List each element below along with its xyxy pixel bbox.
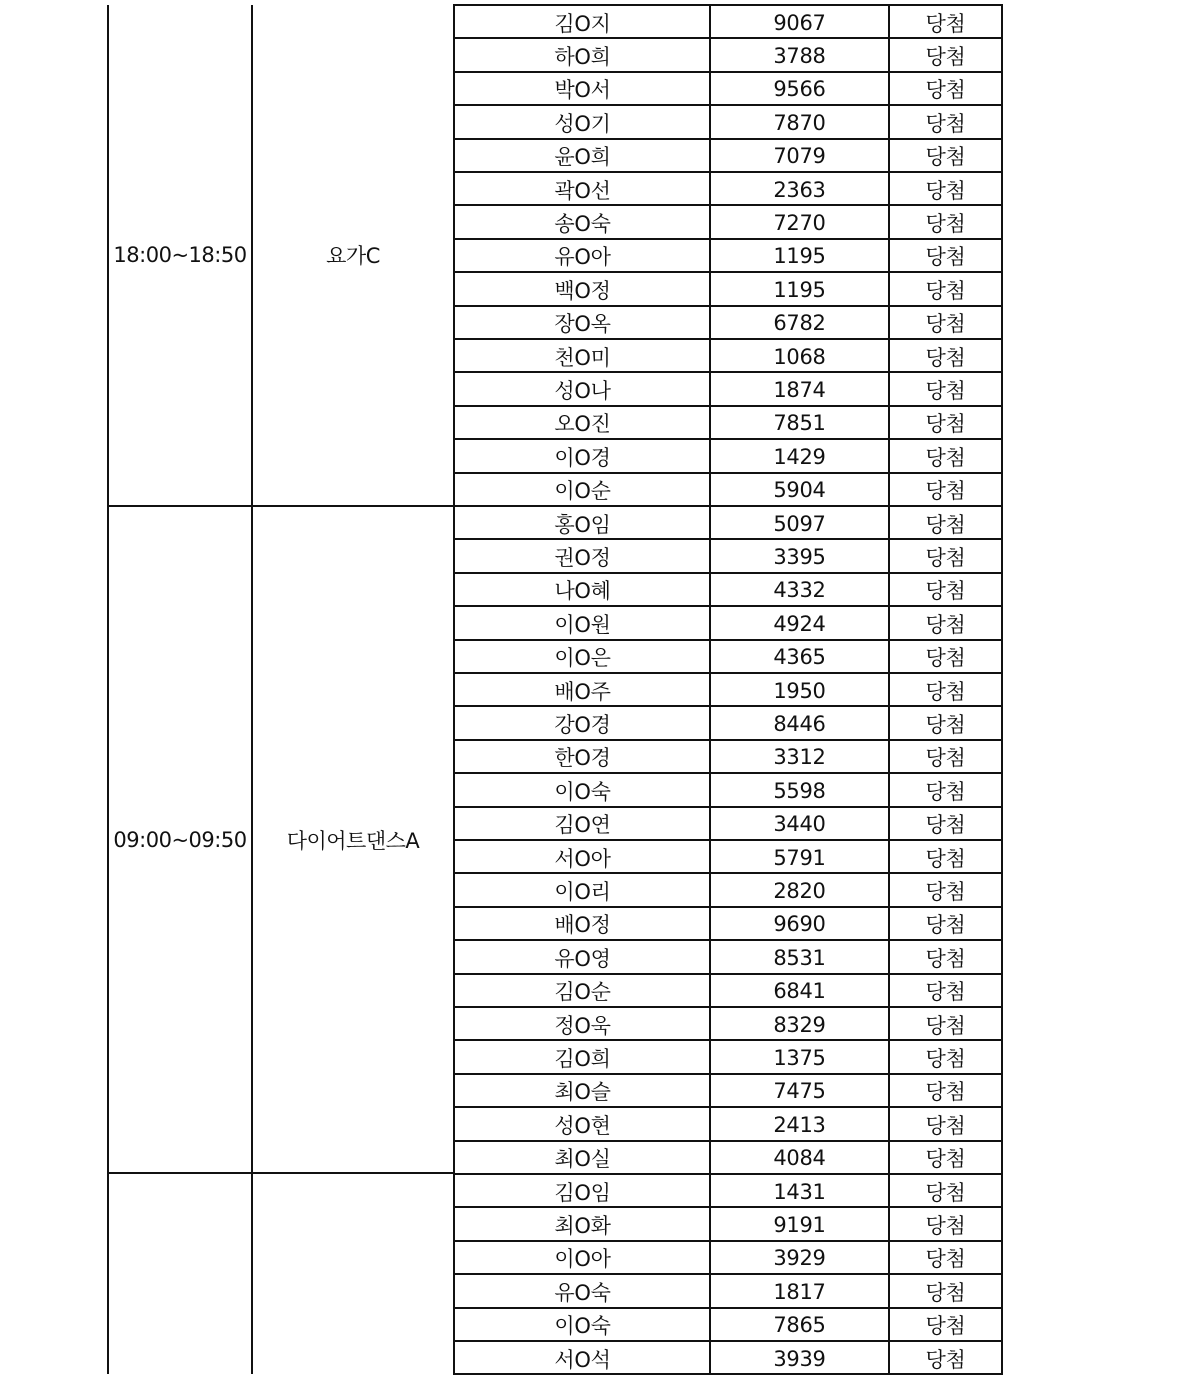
table-row xyxy=(455,841,1002,874)
draw-result: 당첨 xyxy=(925,1013,966,1038)
draw-result: 당첨 xyxy=(925,379,966,404)
table-row xyxy=(455,975,1002,1008)
entry-code: 3440 xyxy=(773,812,826,837)
draw-result: 당첨 xyxy=(925,646,966,671)
winner-name: 성O현 xyxy=(554,1113,611,1138)
table-row xyxy=(455,474,1002,507)
winner-name: 이O경 xyxy=(554,445,611,470)
group-time: 18:00~18:50 xyxy=(113,243,247,267)
row-rule xyxy=(453,505,1003,507)
row-rule xyxy=(453,438,1003,440)
table-row xyxy=(455,1342,1002,1375)
entry-code: 7865 xyxy=(773,1313,826,1338)
entry-code: 8446 xyxy=(773,712,826,737)
row-rule xyxy=(453,1039,1003,1041)
table-row xyxy=(455,73,1002,106)
entry-code: 1429 xyxy=(773,444,826,469)
row-rule xyxy=(453,705,1003,707)
table-row xyxy=(455,574,1002,607)
table-row xyxy=(455,1208,1002,1241)
winner-name: 홍O임 xyxy=(554,512,611,537)
draw-result: 당첨 xyxy=(925,1147,966,1172)
draw-result: 당첨 xyxy=(925,980,966,1005)
row-rule xyxy=(453,806,1003,808)
table-row xyxy=(455,874,1002,907)
entry-code: 5904 xyxy=(773,478,826,503)
entry-code: 1195 xyxy=(773,244,826,269)
row-rule xyxy=(453,1006,1003,1008)
row-rule xyxy=(453,4,1003,6)
draw-result: 당첨 xyxy=(925,946,966,971)
winner-name: 김O임 xyxy=(554,1180,611,1205)
winner-name: 곽O선 xyxy=(554,178,611,203)
row-rule xyxy=(453,1106,1003,1108)
table-row xyxy=(455,6,1002,39)
table-row xyxy=(455,307,1002,340)
draw-result: 당첨 xyxy=(925,78,966,103)
draw-result: 당첨 xyxy=(925,846,966,871)
entry-code: 7475 xyxy=(773,1079,826,1104)
entry-code: 8531 xyxy=(773,945,826,970)
draw-result: 당첨 xyxy=(925,245,966,270)
table-row xyxy=(455,641,1002,674)
table-row xyxy=(455,540,1002,573)
entry-code: 3929 xyxy=(773,1246,826,1271)
table-row xyxy=(455,1108,1002,1141)
row-rule xyxy=(453,71,1003,73)
winner-name: 이O아 xyxy=(554,1247,611,1272)
row-rule xyxy=(453,772,1003,774)
entry-code: 9067 xyxy=(773,10,826,35)
row-rule xyxy=(453,1340,1003,1342)
entry-code: 1874 xyxy=(773,378,826,403)
table-row xyxy=(455,1142,1002,1175)
draw-result: 당첨 xyxy=(925,479,966,504)
winner-name: 이O은 xyxy=(554,646,611,671)
table-row xyxy=(455,507,1002,540)
entry-code: 7079 xyxy=(773,144,826,169)
draw-result: 당첨 xyxy=(925,713,966,738)
row-rule xyxy=(453,37,1003,39)
row-rule xyxy=(453,572,1003,574)
winner-name: 최O슬 xyxy=(554,1080,611,1105)
row-rule xyxy=(453,1140,1003,1142)
row-rule xyxy=(453,138,1003,140)
group-class-name: 다이어트댄스A xyxy=(286,828,420,853)
row-rule xyxy=(453,1073,1003,1075)
row-rule xyxy=(453,973,1003,975)
winner-name: 이O원 xyxy=(554,612,611,637)
row-rule xyxy=(453,939,1003,941)
group-class-name: 요가C xyxy=(326,244,380,268)
table-row xyxy=(455,206,1002,239)
draw-result: 당첨 xyxy=(925,1047,966,1072)
entry-code: 6841 xyxy=(773,979,826,1004)
draw-result: 당첨 xyxy=(925,779,966,804)
draw-result: 당첨 xyxy=(925,11,966,36)
winner-name: 최O실 xyxy=(554,1147,611,1172)
winner-name: 송O숙 xyxy=(554,212,611,237)
winner-name: 김O지 xyxy=(554,11,611,36)
draw-result: 당첨 xyxy=(925,546,966,571)
table-row xyxy=(455,1041,1002,1074)
winner-name: 오O진 xyxy=(554,412,611,437)
table-row xyxy=(455,908,1002,941)
entry-code: 2413 xyxy=(773,1112,826,1137)
table-row xyxy=(455,774,1002,807)
winner-name: 서O아 xyxy=(554,846,611,871)
draw-result: 당첨 xyxy=(925,445,966,470)
winner-name: 성O기 xyxy=(554,111,611,136)
row-rule xyxy=(453,338,1003,340)
table-row xyxy=(455,407,1002,440)
draw-result: 당첨 xyxy=(925,880,966,905)
row-rule xyxy=(453,605,1003,607)
table-row xyxy=(455,240,1002,273)
table-row xyxy=(455,1008,1002,1041)
table-row xyxy=(455,1275,1002,1308)
draw-result: 당첨 xyxy=(925,1214,966,1239)
table-row xyxy=(455,1309,1002,1342)
table-row xyxy=(455,1175,1002,1208)
table-row xyxy=(455,373,1002,406)
table-row xyxy=(455,1242,1002,1275)
winner-name: 박O서 xyxy=(554,78,611,103)
row-rule xyxy=(453,906,1003,908)
draw-result: 당첨 xyxy=(925,45,966,70)
table-row xyxy=(455,173,1002,206)
winner-name: 이O순 xyxy=(554,479,611,504)
draw-result: 당첨 xyxy=(925,1080,966,1105)
draw-result: 당첨 xyxy=(925,813,966,838)
entry-code: 7270 xyxy=(773,211,826,236)
winner-name: 유O영 xyxy=(554,946,611,971)
entry-code: 1195 xyxy=(773,277,826,302)
table-row xyxy=(455,741,1002,774)
group-time: 09:00~09:50 xyxy=(113,827,247,852)
table-row xyxy=(455,1075,1002,1108)
winner-name: 최O화 xyxy=(554,1214,611,1239)
entry-code: 9566 xyxy=(773,77,826,102)
row-rule xyxy=(453,305,1003,307)
row-rule xyxy=(453,672,1003,674)
entry-code: 1431 xyxy=(773,1179,826,1204)
entry-code: 5598 xyxy=(773,778,826,803)
winner-name: 서O석 xyxy=(554,1347,611,1372)
entry-code: 3788 xyxy=(773,44,826,69)
row-rule xyxy=(453,371,1003,373)
row-rule xyxy=(453,171,1003,173)
winner-name: 이O숙 xyxy=(554,779,611,804)
winner-name: 정O욱 xyxy=(554,1013,611,1038)
entry-code: 3395 xyxy=(773,545,826,570)
row-rule xyxy=(453,1307,1003,1309)
row-rule xyxy=(453,204,1003,206)
draw-result: 당첨 xyxy=(925,145,966,170)
entry-code: 9191 xyxy=(773,1213,826,1238)
row-rule xyxy=(453,1273,1003,1275)
entry-code: 3312 xyxy=(773,745,826,770)
table-row xyxy=(455,707,1002,740)
row-rule xyxy=(453,872,1003,874)
draw-result: 당첨 xyxy=(925,1280,966,1305)
winner-name: 하O희 xyxy=(554,45,611,70)
winner-name: 배O주 xyxy=(554,679,611,704)
entry-code: 1375 xyxy=(773,1046,826,1071)
draw-result: 당첨 xyxy=(925,278,966,303)
winner-name: 이O숙 xyxy=(554,1314,611,1339)
draw-result: 당첨 xyxy=(925,1180,966,1205)
winner-name: 김O희 xyxy=(554,1047,611,1072)
winner-name: 배O정 xyxy=(554,913,611,938)
winner-name: 윤O희 xyxy=(554,145,611,170)
winner-name: 나O혜 xyxy=(554,579,611,604)
row-rule xyxy=(453,472,1003,474)
row-rule xyxy=(453,1206,1003,1208)
table-row xyxy=(455,674,1002,707)
entry-code: 4924 xyxy=(773,611,826,636)
entry-code: 1068 xyxy=(773,344,826,369)
winner-name: 성O나 xyxy=(554,379,611,404)
row-rule xyxy=(453,271,1003,273)
winner-name: 한O경 xyxy=(554,746,611,771)
winner-name: 강O경 xyxy=(554,713,611,738)
entry-code: 2820 xyxy=(773,879,826,904)
table-row xyxy=(455,273,1002,306)
draw-result: 당첨 xyxy=(925,679,966,704)
table-row xyxy=(455,140,1002,173)
entry-code: 3939 xyxy=(773,1346,826,1371)
draw-result: 당첨 xyxy=(925,512,966,537)
row-rule xyxy=(453,1240,1003,1242)
winner-name: 유O아 xyxy=(554,245,611,270)
entry-code: 8329 xyxy=(773,1012,826,1037)
draw-result: 당첨 xyxy=(925,579,966,604)
group-class-name xyxy=(253,1174,453,1374)
row-rule xyxy=(453,405,1003,407)
table-row xyxy=(455,340,1002,373)
table-row xyxy=(455,941,1002,974)
entry-code: 4084 xyxy=(773,1146,826,1171)
row-rule xyxy=(453,538,1003,540)
row-rule xyxy=(453,739,1003,741)
row-rule xyxy=(453,238,1003,240)
entry-code: 7851 xyxy=(773,411,826,436)
entry-code: 2363 xyxy=(773,177,826,202)
winner-name: 김O연 xyxy=(554,813,611,838)
draw-result: 당첨 xyxy=(925,312,966,337)
entry-code: 1950 xyxy=(773,678,826,703)
entry-code: 5791 xyxy=(773,845,826,870)
entry-code: 5097 xyxy=(773,511,826,536)
winner-name: 이O리 xyxy=(554,880,611,905)
table-row xyxy=(455,607,1002,640)
table-row xyxy=(455,39,1002,72)
entry-code: 7870 xyxy=(773,110,826,135)
draw-result: 당첨 xyxy=(925,345,966,370)
row-rule xyxy=(453,639,1003,641)
entry-code: 6782 xyxy=(773,311,826,336)
winner-name: 장O옥 xyxy=(554,312,611,337)
draw-result: 당첨 xyxy=(925,1314,966,1339)
winner-name: 권O정 xyxy=(554,546,611,571)
row-rule xyxy=(453,839,1003,841)
row-rule xyxy=(453,1173,1003,1175)
draw-result: 당첨 xyxy=(925,412,966,437)
draw-result: 당첨 xyxy=(925,1247,966,1272)
row-rule xyxy=(453,1373,1003,1375)
table-row xyxy=(455,106,1002,139)
winner-name: 천O미 xyxy=(554,345,611,370)
entry-code: 4332 xyxy=(773,578,826,603)
draw-result: 당첨 xyxy=(925,178,966,203)
entry-code: 1817 xyxy=(773,1279,826,1304)
winner-name: 유O숙 xyxy=(554,1280,611,1305)
table-row xyxy=(455,440,1002,473)
entry-code: 4365 xyxy=(773,645,826,670)
draw-result: 당첨 xyxy=(925,913,966,938)
row-rule xyxy=(453,104,1003,106)
draw-result: 당첨 xyxy=(925,212,966,237)
winner-name: 백O정 xyxy=(554,278,611,303)
draw-result: 당첨 xyxy=(925,746,966,771)
draw-result: 당첨 xyxy=(925,111,966,136)
winner-name: 김O순 xyxy=(554,980,611,1005)
draw-result: 당첨 xyxy=(925,1347,966,1372)
entry-code: 9690 xyxy=(773,912,826,937)
table-row xyxy=(455,808,1002,841)
draw-result: 당첨 xyxy=(925,1113,966,1138)
group-time xyxy=(109,1174,251,1374)
draw-result: 당첨 xyxy=(925,612,966,637)
